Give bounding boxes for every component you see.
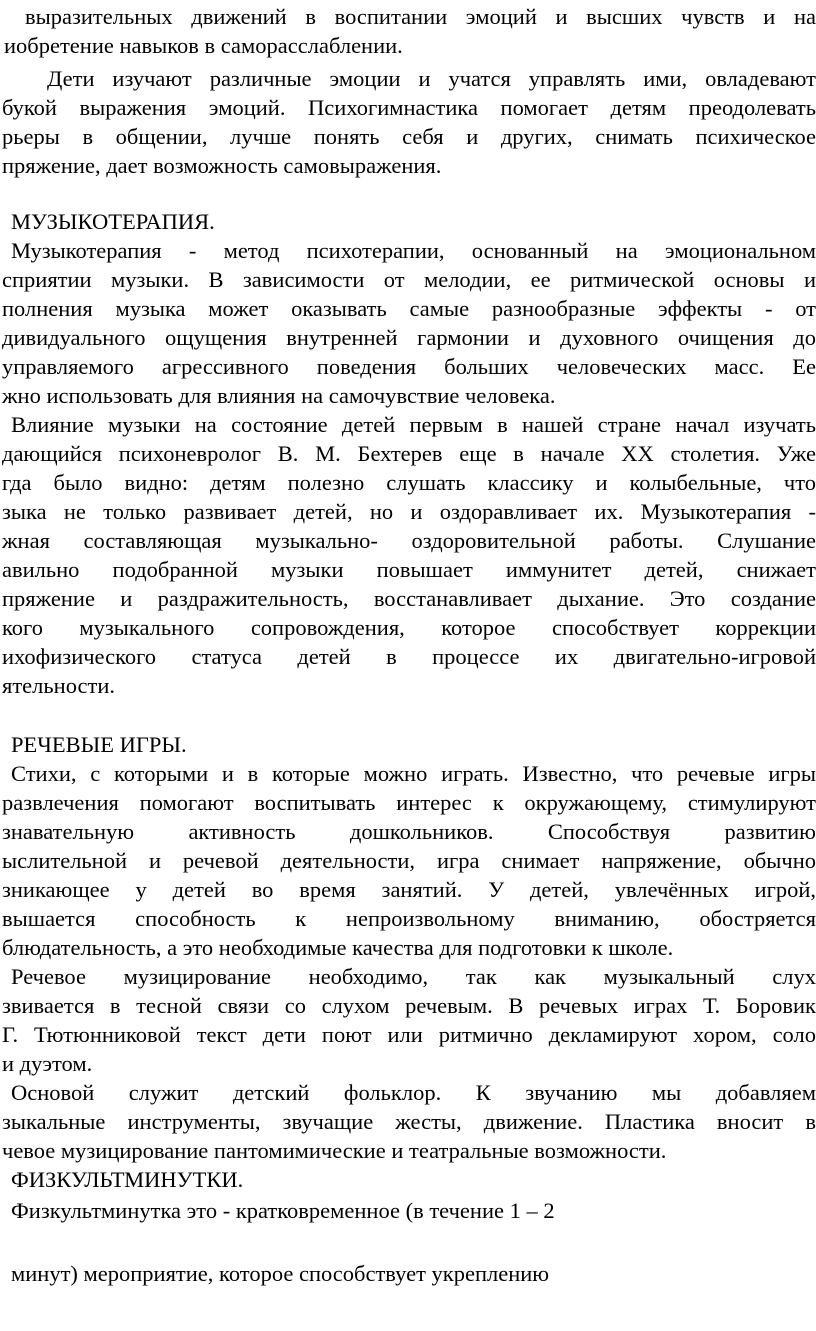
text-line: зникающее у детей во время занятий. У детей, увлечённых игрой, — [2, 877, 816, 902]
text-line: Стихи, с которыми и в которые можно играть. Известно, что речевые игры — [11, 761, 816, 786]
text-line: ятельности. — [2, 673, 115, 698]
text-line: сприятии музыки. В зависимости от мелодии, ее ритмической основы и — [2, 267, 816, 292]
text-line: Речевое музицирование необходимо, так как музыкальный слух — [11, 964, 816, 989]
text-line: дающийся психоневролог В. М. Бехтерев еще в начале XX столетия. Уже — [2, 441, 816, 466]
text-line: чевое музицирование пантомимические и театральные возможности. — [2, 1138, 667, 1163]
text-line: пряжение и раздражительность, восстанавливает дыхание. Это создание — [2, 586, 816, 611]
section-heading: МУЗЫКОТЕРАПИЯ. — [11, 209, 215, 234]
text-line: зыкальные инструменты, звучащие жесты, движение. Пластика вносит в — [2, 1109, 816, 1134]
text-line: вышается способность к непроизвольному вниманию, обостряется — [2, 906, 816, 931]
text-line: Основой служит детский фольклор. К звучанию мы добавляем — [11, 1080, 816, 1105]
text-line: авильно подобранной музыки повышает иммунитет детей, снижает — [2, 557, 816, 582]
text-line: иобретение навыков в саморасслаблении. — [4, 33, 403, 58]
text-line: Дети изучают различные эмоции и учатся управлять ими, овладевают — [47, 66, 816, 91]
text-line: развлечения помогают воспитывать интерес к окружающему, стимулируют — [2, 790, 816, 815]
text-line: блюдательность, а это необходимые качества для подготовки к школе. — [2, 935, 674, 960]
text-line: звивается в тесной связи со слухом речевым. В речевых играх Т. Боровик — [2, 993, 816, 1018]
text-line: Влияние музыки на состояние детей первым в нашей стране начал изучать — [11, 412, 816, 437]
section-heading: ФИЗКУЛЬТМИНУТКИ. — [11, 1167, 244, 1192]
text-line: и дуэтом. — [2, 1051, 93, 1076]
text-line: зыка не только развивает детей, но и оздоравливает их. Музыкотерапия - — [2, 499, 816, 524]
text-line: полнения музыка может оказывать самые разнообразные эффекты - от — [2, 296, 816, 321]
text-line: Музыкотерапия - метод психотерапии, основанный на эмоциональном — [11, 238, 816, 263]
text-line: знавательную активность дошкольников. Способствуя развитию — [2, 819, 816, 844]
text-line: букой выражения эмоций. Психогимнастика помогает детям преодолевать — [2, 95, 816, 120]
text-line: рьеры в общении, лучше понять себя и других, снимать психическое — [2, 124, 816, 149]
text-line: ыслительной и речевой деятельности, игра снимает напряжение, обычно — [2, 848, 816, 873]
text-line: ихофизического статуса детей в процессе их двигательно-игровой — [2, 644, 816, 669]
text-line: жно использовать для влияния на самочувствие человека. — [2, 383, 556, 408]
text-line: минут) мероприятие, которое способствует укреплению — [11, 1261, 550, 1286]
section-heading: РЕЧЕВЫЕ ИГРЫ. — [11, 732, 187, 757]
text-line: гда было видно: детям полезно слушать классику и колыбельные, что — [2, 470, 816, 495]
text-line: кого музыкального сопровождения, которое способствует коррекции — [2, 615, 816, 640]
text-line: выразительных движений в воспитании эмоций и высших чувств и на — [25, 4, 816, 29]
text-line: Физкультминутка это - кратковременное (в течение 1 – 2 — [11, 1198, 555, 1223]
text-line: жная составляющая музыкально- оздоровительной работы. Слушание — [2, 528, 816, 553]
text-line: пряжение, дает возможность самовыражения. — [2, 153, 442, 178]
text-line: Г. Тютюнниковой текст дети поют или ритмично декламируют хором, соло — [2, 1022, 816, 1047]
text-line: управляемого агрессивного поведения больших человеческих масс. Ее — [2, 354, 816, 379]
text-line: дивидуального ощущения внутренней гармонии и духовного очищения до — [2, 325, 816, 350]
